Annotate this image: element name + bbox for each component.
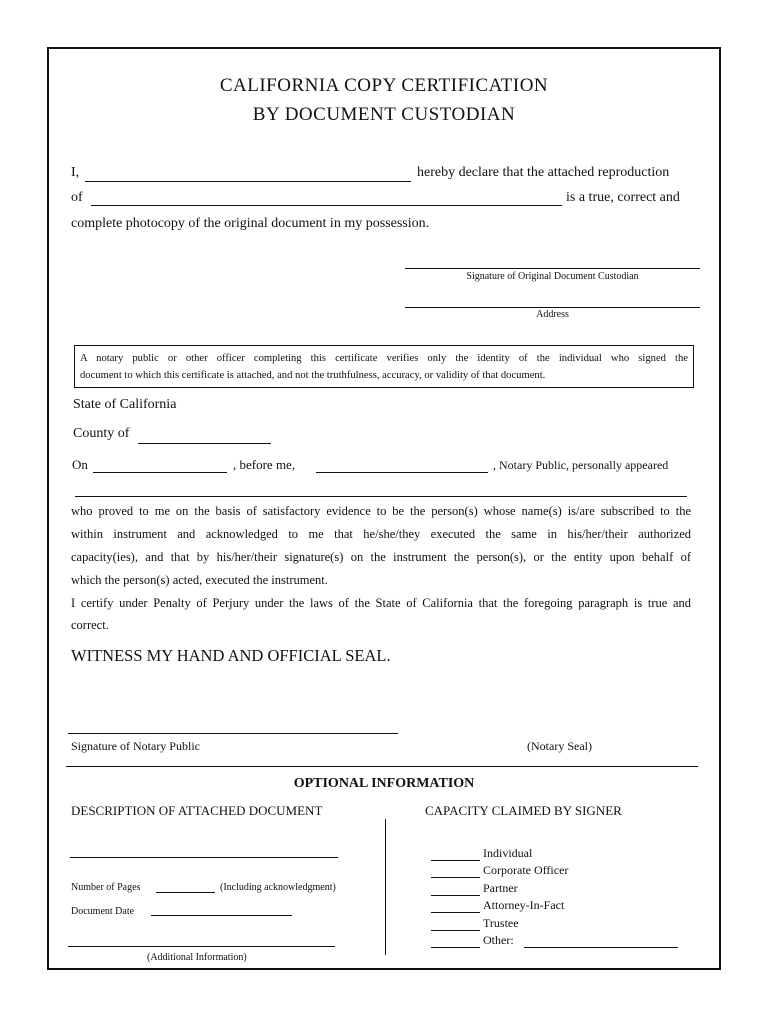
number-of-pages-label: Number of Pages <box>71 882 141 893</box>
notary-seal-caption: (Notary Seal) <box>527 739 592 753</box>
proof-paragraph-line4: which the person(s) acted, executed the instrument. <box>71 573 328 587</box>
custodian-signature-caption: Signature of Original Document Custodian <box>466 271 639 282</box>
capacity-corporate-officer: Corporate Officer <box>483 863 569 877</box>
custodian-signature-line[interactable] <box>405 268 700 269</box>
i-label: I, <box>71 165 80 180</box>
witness-text: WITNESS MY HAND AND OFFICIAL SEAL. <box>71 646 391 665</box>
notice-line2: document to which this certificate is attached, and not the truthfulness, accuracy, or validity of that document. <box>80 370 546 381</box>
capacity-trustee: Trustee <box>483 916 519 930</box>
notary-signature-line[interactable] <box>68 733 398 734</box>
document-title-field[interactable] <box>70 857 338 858</box>
document-date-label: Document Date <box>71 906 135 917</box>
notary-signature-caption: Signature of Notary Public <box>71 739 200 753</box>
date-field[interactable] <box>93 472 227 473</box>
capacity-checkline-corporate-officer[interactable] <box>431 877 480 878</box>
proof-paragraph-line2: within instrument and acknowledged to me that he/she/they executed the same in his/her/their authorized <box>71 527 691 541</box>
notary-name-field[interactable] <box>316 472 488 473</box>
address-caption: Address <box>536 309 569 320</box>
capacity-attorney-in-fact: Attorney-In-Fact <box>483 898 565 912</box>
form-title-line1: CALIFORNIA COPY CERTIFICATION <box>219 75 549 96</box>
additional-info-field[interactable] <box>68 946 335 947</box>
capacity-checkline-individual[interactable] <box>431 860 480 861</box>
complete-photocopy-text: complete photocopy of the original document in my possession. <box>71 216 430 231</box>
additional-info-caption: (Additional Information) <box>147 952 247 963</box>
on-label: On <box>72 457 88 472</box>
hereby-text: hereby declare that the attached reproduction <box>417 165 670 180</box>
capacity-other-field[interactable] <box>524 947 678 948</box>
description-heading: DESCRIPTION OF ATTACHED DOCUMENT <box>71 803 323 818</box>
capacity-checkline-other[interactable] <box>431 947 480 948</box>
optional-info-heading: OPTIONAL INFORMATION <box>293 776 475 791</box>
column-divider <box>385 819 386 955</box>
capacity-checkline-partner[interactable] <box>431 895 480 896</box>
custodian-name-field[interactable] <box>85 181 411 182</box>
proof-paragraph-line3: capacity(ies), and that by his/her/their signature(s) on the instrument the person(s), or the entity upon behalf of <box>71 550 691 564</box>
county-label: County of <box>73 426 130 441</box>
including-ack-label: (Including acknowledgment) <box>220 882 336 893</box>
document-date-field[interactable] <box>151 915 292 916</box>
number-of-pages-field[interactable] <box>156 892 215 893</box>
form-title-line2: BY DOCUMENT CUSTODIAN <box>252 104 516 125</box>
notary-notice-box <box>74 345 694 388</box>
notice-line1: A notary public or other officer completing this certificate verifies only the identity of the individual who signed the <box>80 353 688 364</box>
capacity-checkline-trustee[interactable] <box>431 930 480 931</box>
capacity-other: Other: <box>483 933 514 947</box>
true-correct-text: is a true, correct and <box>566 190 680 205</box>
section-divider <box>66 766 698 767</box>
capacity-heading: CAPACITY CLAIMED BY SIGNER <box>425 803 622 818</box>
of-label: of <box>71 190 83 205</box>
appeared-name-field[interactable] <box>75 496 687 497</box>
notary-appeared-label: , Notary Public, personally appeared <box>493 458 669 472</box>
capacity-checkline-attorney-in-fact[interactable] <box>431 912 480 913</box>
before-me-label: , before me, <box>233 457 296 472</box>
capacity-partner: Partner <box>483 881 518 895</box>
address-line[interactable] <box>405 307 700 308</box>
capacity-individual: Individual <box>483 846 533 860</box>
proof-paragraph-line1: who proved to me on the basis of satisfactory evidence to be the person(s) whose name(s) is/are subscribed to the <box>71 504 691 518</box>
document-name-field[interactable] <box>91 205 562 206</box>
certify-line2: correct. <box>71 618 109 632</box>
certify-line1: I certify under Penalty of Perjury under the laws of the State of California that the foregoing paragraph is true and <box>71 596 691 610</box>
county-field[interactable] <box>138 443 271 444</box>
state-label: State of California <box>73 397 177 412</box>
